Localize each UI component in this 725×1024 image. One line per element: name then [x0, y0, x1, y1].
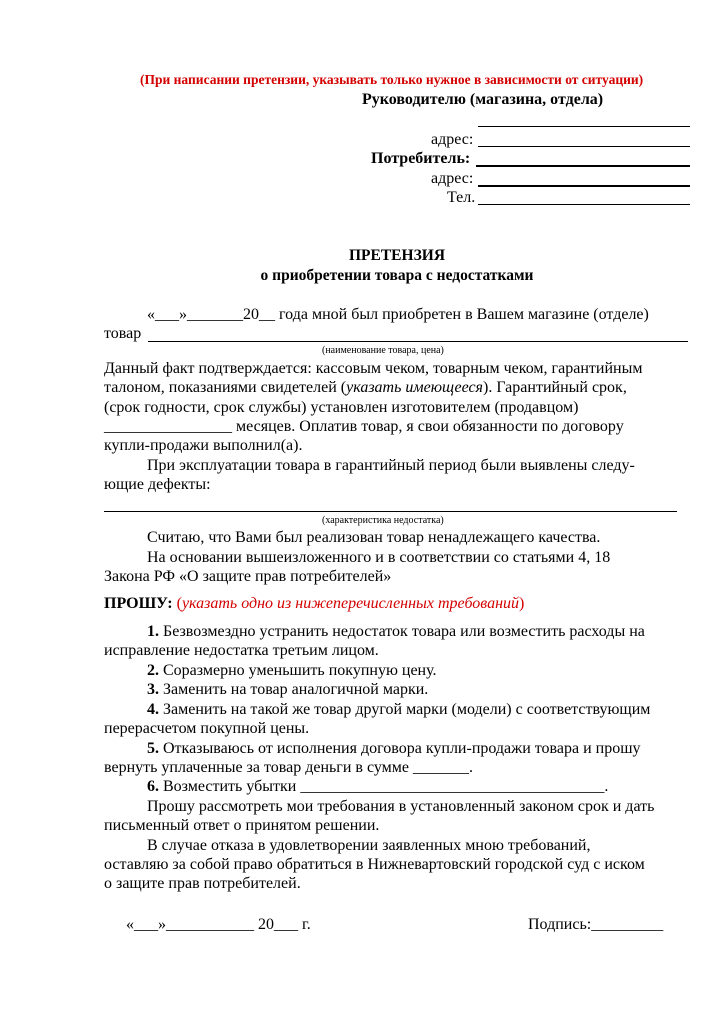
defects-line-2: ющие дефекты: [104, 476, 211, 493]
demand-number: 4. [147, 701, 159, 718]
demand-4-line-2: перерасчетом покупной цены. [104, 720, 310, 737]
proof-hint: указать имеющееся [346, 379, 483, 396]
demand-4-line-1 [147, 701, 650, 719]
proof-line-3: (срок годности, срок службы) установлен изготовителем (продавцом) [104, 399, 579, 416]
goods-label: товар [104, 325, 142, 342]
demand-number: 3. [147, 681, 159, 698]
address-line-2 [478, 185, 690, 187]
demand-6 [147, 778, 608, 796]
closing-line-1: Прошу рассмотреть мои требования в установленный законом срок и дать [147, 798, 655, 815]
address-line-1 [478, 146, 690, 147]
defect-line [104, 511, 677, 512]
demand-text: Безвозмездно устранить недостаток товара или возместить расходы на [159, 623, 645, 640]
demand-text: Соразмерно уменьшить покупную цену. [159, 662, 437, 679]
consumer-line [476, 165, 690, 167]
address-label-2: адрес: [431, 170, 474, 187]
request-hint-open: ( [172, 595, 182, 612]
demand-number: 1. [147, 623, 159, 640]
demand-number: 2. [147, 662, 159, 679]
defect-caption: (характеристика недостатка) [322, 515, 444, 526]
consumer-label: Потребитель: [371, 150, 471, 167]
proof-line-2 [104, 379, 627, 397]
goods-caption: (наименование товара, цена) [322, 345, 444, 356]
document-title: ПРЕТЕНЗИЯ [348, 247, 446, 264]
goods-line [148, 341, 688, 342]
demand-3 [147, 681, 428, 699]
quality-statement: Считаю, что Вами был реализован товар ненадлежащего качества. [147, 529, 601, 546]
instruction-note: (При написании претензии, указывать только нужное в зависимости от ситуации) [140, 72, 644, 87]
proof-line-4: ________________ месяцев. Оплатив товар, я свои обязанности по договору [104, 418, 624, 435]
closing-line-2: письменный ответ о принятом решении. [104, 817, 380, 834]
demand-text: Отказываюсь от исполнения договора купли-продажи товара и прошу [159, 740, 641, 757]
demand-number: 6. [147, 778, 159, 795]
request-hint-close: ) [519, 595, 525, 612]
purchase-date-line: «___»_______20__ года мной был приобретен в Вашем магазине (отделе) [147, 306, 649, 323]
proof-line-5: купли-продажи выполнил(а). [104, 437, 303, 454]
phone-label: Тел. [447, 189, 476, 206]
request-label: ПРОШУ: [104, 595, 173, 612]
request-hint: указать одно из нижеперечисленных требований [181, 595, 520, 612]
demand-text: Возместить убытки ______________________________________. [159, 778, 609, 795]
demand-text: Заменить на товар аналогичной марки. [159, 681, 429, 698]
closing-line-5: о защите прав потребителей. [104, 875, 301, 892]
demand-1-line-2: исправление недостатка третьим лицом. [104, 642, 379, 659]
demand-number: 5. [147, 740, 159, 757]
legal-basis-line-2: Закона РФ «О защите прав потребителей» [104, 568, 392, 585]
document-subtitle: о приобретении товара с недостатками [260, 267, 534, 284]
warranty-text: ). Гарантийный срок, [483, 379, 627, 396]
demand-5-line-2: вернуть уплаченные за товар деньги в сумме _______. [104, 759, 474, 776]
closing-line-3: В случае отказа в удовлетворении заявленных мною требований, [147, 837, 591, 854]
proof-text: талоном, показаниями свидетелей ( [104, 379, 347, 396]
demand-text: Заменить на такой же товар другой марки (модели) с соответствующим [159, 701, 651, 718]
date-field: «___»___________ 20___ г. [126, 916, 311, 933]
demand-5-line-1 [147, 740, 641, 758]
request-heading [104, 595, 524, 613]
legal-basis-line-1: На основании вышеизложенного и в соответствии со статьями 4, 18 [147, 549, 611, 566]
addressee-name-line [478, 126, 690, 127]
demand-2 [147, 662, 437, 680]
closing-line-4: оставляю за собой право обратиться в Нижневартовский городской суд с иском [104, 856, 645, 873]
defects-line-1: При эксплуатации товара в гарантийный период были выявлены следу- [147, 457, 635, 474]
signature-field: Подпись:_________ [528, 916, 664, 933]
demand-1-line-1 [147, 623, 645, 641]
addressee-title: Руководителю (магазина, отдела) [362, 91, 604, 108]
phone-line [478, 204, 690, 205]
address-label-1: адрес: [431, 131, 474, 148]
proof-line-1: Данный факт подтверждается: кассовым чеком, товарным чеком, гарантийным [104, 360, 643, 377]
